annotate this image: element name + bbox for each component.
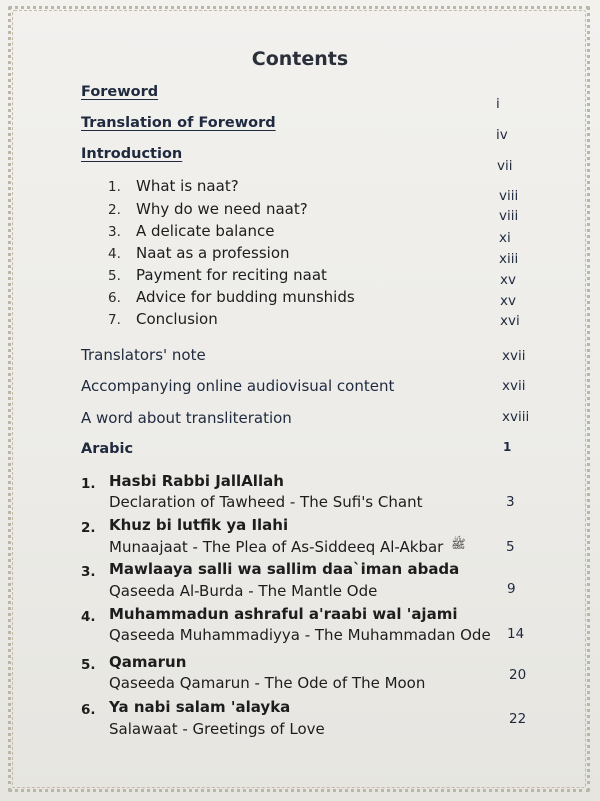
toc-foreword: Foreword [81, 84, 159, 100]
section-num: 3. [81, 564, 96, 580]
section-num: 6. [81, 702, 96, 718]
section-page: 5 [506, 539, 515, 555]
section-num: 1. [81, 476, 96, 492]
section-title: Khuz bi lutfik ya Ilahi [109, 516, 289, 534]
section-subtitle: Qaseeda Muhammadiyya - The Muhammadan Ode [109, 626, 491, 644]
section-subtitle-text: Munaajaat - The Plea of As-Siddeeq Al-Akbar [109, 538, 444, 556]
intro-item-page: xvi [500, 313, 520, 329]
intro-item-num: 7. [108, 312, 121, 328]
toc-arabic: Arabic [81, 441, 134, 457]
section-num: 4. [81, 609, 96, 625]
section-page: 9 [507, 581, 516, 597]
intro-item-page: xv [500, 272, 516, 288]
toc-introduction-page: vii [497, 158, 513, 174]
toc-audiovisual-content-page: xvii [502, 378, 526, 394]
section-title: Muhammadun ashraful a'raabi wal 'ajami [109, 605, 458, 623]
page-title: Contents [251, 48, 349, 70]
intro-item-num: 6. [108, 290, 121, 306]
section-title: Ya nabi salam 'alayka [109, 698, 291, 716]
section-num: 5. [81, 657, 96, 673]
intro-item-num: 5. [108, 268, 121, 284]
intro-item-page: xiii [499, 251, 519, 267]
toc-transliteration: A word about transliteration [81, 409, 292, 427]
intro-item-page: xi [499, 230, 511, 246]
section-title: Qamarun [109, 653, 187, 671]
intro-item-page: viii [499, 188, 519, 204]
section-page: 3 [506, 494, 515, 510]
toc-translators-note: Translators' note [81, 346, 206, 364]
toc-translation-foreword: Translation of Foreword [81, 115, 276, 131]
intro-item-label: Why do we need naat? [136, 200, 308, 218]
intro-item-label: A delicate balance [136, 222, 275, 240]
section-page: 22 [509, 711, 527, 727]
toc-transliteration-page: xviii [502, 409, 530, 425]
section-title: Mawlaaya salli wa sallim daa`iman abada [109, 560, 460, 578]
intro-item-page: viii [499, 208, 519, 224]
intro-item-num: 4. [108, 246, 121, 262]
honorific-glyph: ﷺ [451, 537, 466, 551]
intro-item-label: What is naat? [136, 177, 239, 195]
section-num: 2. [81, 520, 96, 536]
toc-arabic-page: 1 [503, 440, 512, 454]
intro-item-page: xv [500, 293, 516, 309]
toc-introduction: Introduction [81, 146, 183, 162]
intro-item-num: 1. [108, 179, 121, 195]
section-page: 20 [509, 667, 527, 683]
section-subtitle: Qaseeda Al-Burda - The Mantle Ode [109, 582, 378, 600]
intro-item-label: Naat as a profession [136, 244, 290, 262]
intro-item-num: 3. [108, 224, 121, 240]
section-page: 14 [507, 626, 525, 642]
intro-item-num: 2. [108, 202, 121, 218]
section-subtitle: Declaration of Tawheed - The Sufi's Chant [109, 493, 423, 511]
section-subtitle [109, 537, 466, 556]
intro-item-label: Advice for budding munshids [136, 288, 355, 306]
toc-translation-foreword-page: iv [496, 127, 508, 143]
section-title: Hasbi Rabbi JallAllah [109, 472, 284, 490]
intro-item-label: Payment for reciting naat [136, 266, 327, 284]
toc-foreword-page: i [496, 96, 500, 112]
toc-translators-note-page: xvii [502, 348, 526, 364]
intro-item-label: Conclusion [136, 310, 218, 328]
section-subtitle: Salawaat - Greetings of Love [109, 720, 325, 738]
toc-audiovisual-content: Accompanying online audiovisual content [81, 377, 395, 395]
section-subtitle: Qaseeda Qamarun - The Ode of The Moon [109, 674, 426, 692]
